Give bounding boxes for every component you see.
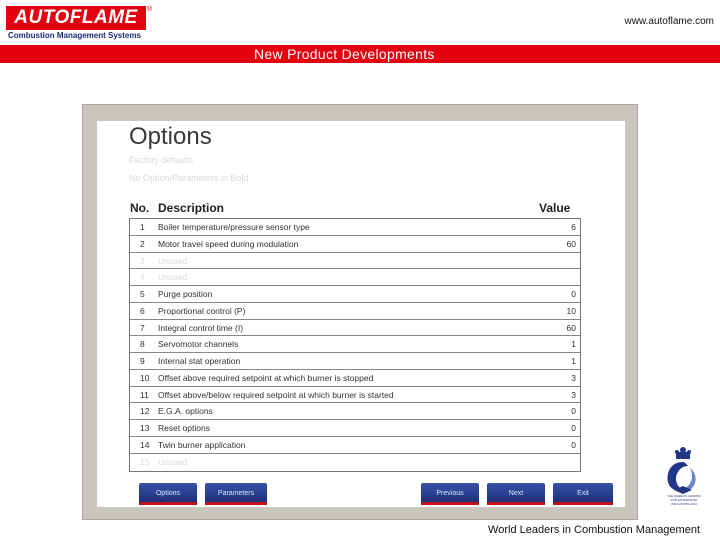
exit-button[interactable]: Exit [553, 483, 613, 505]
row-description: Integral control time (I) [158, 322, 244, 333]
row-number: 9 [140, 356, 145, 366]
row-number: 13 [140, 423, 150, 433]
table-row[interactable] [130, 219, 580, 236]
row-number: 4 [140, 272, 145, 283]
row-description: Unused [158, 272, 188, 283]
row-description: Offset above required setpoint at which burner is stopped [158, 372, 374, 383]
table-row[interactable] [130, 353, 580, 370]
row-value: 0 [571, 439, 576, 450]
row-number: 5 [140, 289, 145, 299]
section-banner: New Product Developments [0, 45, 720, 63]
column-header-value: Value [539, 201, 571, 215]
screen-subtitle-1: Factory defaults [129, 155, 194, 165]
options-screen [97, 121, 625, 507]
website-url[interactable]: www.autoflame.com [624, 16, 714, 27]
award-emblem-icon [668, 462, 696, 494]
row-description: Boiler temperature/pressure sensor type [158, 222, 310, 232]
row-description: Unused [158, 456, 188, 467]
row-value: 0 [571, 406, 576, 417]
page-title: Options [129, 123, 212, 150]
row-description: Unused [158, 255, 188, 266]
autoflame-logo [6, 6, 153, 42]
next-button[interactable]: Next [487, 483, 545, 505]
row-value: 0 [571, 289, 576, 299]
crown-icon [675, 447, 691, 459]
table-row[interactable] [130, 269, 580, 286]
row-value: 6 [571, 222, 576, 232]
row-value: 10 [566, 305, 576, 316]
row-value: 0 [571, 423, 576, 433]
row-description: Proportional control (P) [158, 305, 246, 316]
row-value: 3 [571, 372, 576, 383]
row-value: 1 [571, 339, 576, 350]
row-description: Motor travel speed during modulation [158, 238, 299, 249]
screen-subtitle-2: No Option/Parameters in Bold [129, 173, 249, 183]
row-description: Twin burner application [158, 439, 246, 450]
table-row[interactable] [130, 303, 580, 320]
table-row[interactable] [130, 454, 580, 471]
logo-wordmark: AUTOFLAME [6, 6, 146, 30]
screen-frame [82, 104, 638, 520]
column-header-no: No. [130, 201, 150, 215]
row-description: Offset above/below required setpoint at which burner is started [158, 389, 394, 400]
row-number: 6 [140, 305, 145, 316]
row-value: 3 [571, 389, 576, 400]
row-value: 60 [566, 238, 576, 249]
row-number: 7 [140, 322, 145, 333]
row-number: 10 [140, 372, 150, 383]
table-row[interactable] [130, 336, 580, 353]
table-row[interactable] [130, 437, 580, 454]
row-description: Servomotor channels [158, 339, 239, 350]
row-value: 1 [571, 356, 576, 366]
options-table [129, 218, 581, 472]
row-number: 3 [140, 255, 145, 266]
column-header-description: Description [158, 201, 225, 215]
logo-subtitle: Combustion Management Systems [8, 31, 141, 40]
table-row[interactable] [130, 370, 580, 387]
parameters-button[interactable]: Parameters [205, 483, 267, 505]
table-row[interactable] [130, 236, 580, 253]
row-number: 1 [140, 222, 145, 232]
row-description: Purge position [158, 289, 213, 299]
table-row[interactable] [130, 403, 580, 420]
row-description: Internal stat operation [158, 356, 241, 366]
table-row[interactable] [130, 387, 580, 404]
row-number: 8 [140, 339, 145, 350]
row-value: 60 [566, 322, 576, 333]
previous-button[interactable]: Previous [421, 483, 479, 505]
table-row[interactable] [130, 320, 580, 337]
row-number: 11 [140, 389, 149, 400]
award-caption: THE QUEEN'S AWARDS FOR ENTERPRISE INNOVATION 2013 [667, 494, 701, 506]
table-row[interactable] [130, 286, 580, 303]
row-description: Reset options [158, 423, 210, 433]
table-row[interactable] [130, 253, 580, 270]
row-number: 14 [140, 439, 150, 450]
registered-mark: ® [147, 6, 153, 13]
row-number: 15 [140, 456, 150, 467]
table-row[interactable] [130, 420, 580, 437]
footer-tagline: World Leaders in Combustion Management [488, 524, 700, 536]
queens-award-logo [660, 446, 706, 522]
row-description: E.G.A. options [158, 406, 213, 417]
row-number: 2 [140, 238, 145, 249]
row-number: 12 [140, 406, 150, 417]
options-button[interactable]: Options [139, 483, 197, 505]
